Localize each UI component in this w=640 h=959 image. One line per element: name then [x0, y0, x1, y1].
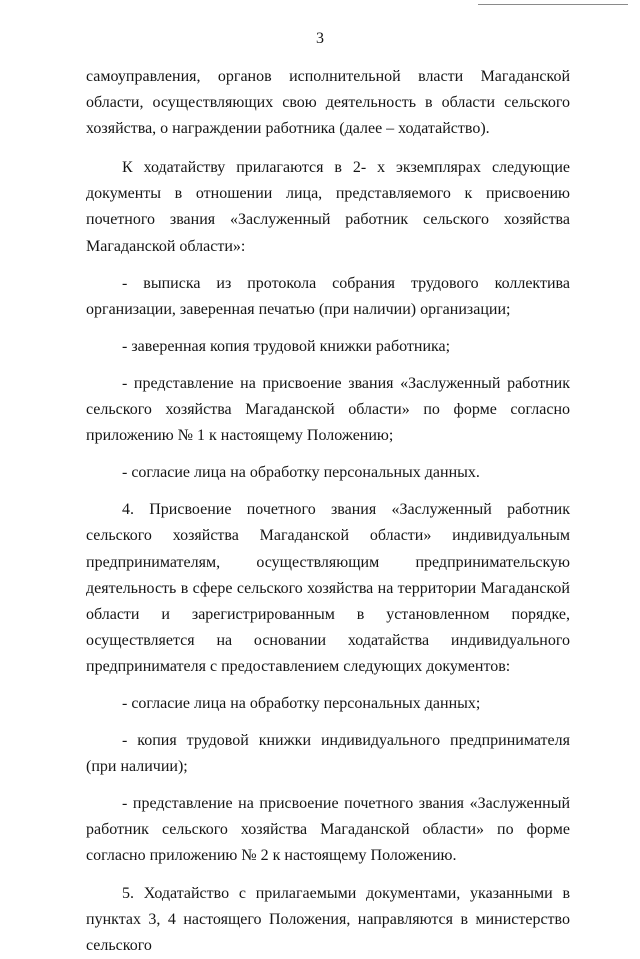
list-item-nomination-form-2: - представление на присвоение почетного звания «Заслуженный работник сельского хозяйства Магаданской области» по форме согласно приложению № 2 к настоящему Положению. [86, 795, 570, 865]
list-item-personal-data-consent-2: - согласие лица на обработку персональных данных; [122, 694, 481, 712]
top-edge-line [478, 4, 628, 5]
list-item-protocol-extract: - выписка из протокола собрания трудового коллектива организации, заверенная печатью (при наличии) организации; [86, 274, 570, 318]
list-item-nomination-form-1: - представление на присвоение звания «Заслуженный работник сельского хозяйства Магаданской области» по форме согласно приложению № 1 к настоящему Положению; [86, 374, 570, 445]
list-item-entrepreneur-workbook: - копия трудовой книжки индивидуального предпринимателя (при наличии); [86, 732, 570, 776]
paragraph-section-5: 5. Ходатайство с прилагаемыми документами, указанными в пунктах 3, 4 настоящего Положения, направляются в министерство сельского [86, 884, 570, 954]
list-item-personal-data-consent: - согласие лица на обработку персональных данных. [122, 464, 480, 482]
list-item-workbook-copy: - заверенная копия трудовой книжки работника; [122, 337, 451, 355]
paragraph-continuation: самоуправления, органов исполнительной власти Магаданской области, осуществляющих свою деятельность в области сельского хозяйства, о награждении работника (далее – ходатайство). [86, 68, 570, 138]
page-number: 3 [316, 30, 324, 47]
paragraph-section-4: 4. Присвоение почетного звания «Заслуженный работник сельского хозяйства Магаданской области» индивидуальным предпринимателям, осуществляющим предпринимательскую деятельность в сфере сельского хозяйства на территории Магаданской области и зарегистрированным в установленном порядке, осуществляется на основании ходатайства индивидуального предпринимателя с предоставлением следующих документов: [86, 501, 570, 675]
document-body [86, 64, 570, 959]
paragraph-attachments-intro: К ходатайству прилагаются в 2- х экземплярах следующие документы в отношении лица, представляемого к присвоению почетного звания «Заслуженный работник сельского хозяйства Магаданской области»: [86, 159, 570, 255]
